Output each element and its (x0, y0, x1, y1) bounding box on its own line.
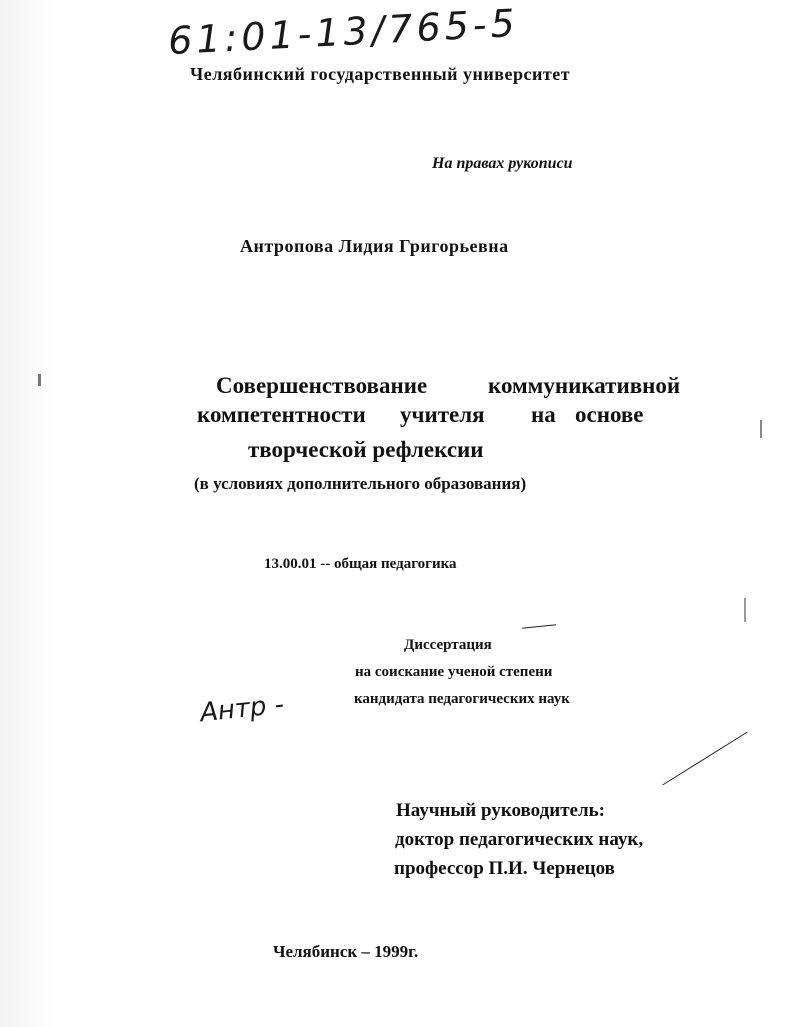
scan-speck (760, 420, 762, 438)
pen-stroke-diagonal (662, 732, 747, 786)
university-name: Челябинский государственный университет (190, 64, 571, 84)
scan-shadow (0, 0, 58, 1027)
title-line2-word4: основе (575, 402, 644, 427)
manuscript-rights: На правах рукописи (432, 155, 573, 172)
pen-stroke-top (522, 624, 556, 629)
place-and-year: Челябинск – 1999г. (273, 942, 419, 961)
supervisor-line3: профессор П.И. Чернецов (394, 858, 615, 879)
supervisor-line2: доктор педагогических наук, (395, 829, 644, 850)
author-signature: Антр - (198, 689, 286, 729)
scan-speck (38, 374, 41, 386)
author-name: Антропова Лидия Григорьевна (240, 236, 509, 256)
title-line2-word1: компетентности (197, 402, 366, 427)
specialty-code: 13.00.01 -- общая педагогика (264, 556, 457, 572)
title-line1-word2: коммуникативной (488, 373, 681, 398)
supervisor-line1: Научный руководитель: (396, 800, 605, 821)
title-subtitle: (в условиях дополнительного образования) (194, 474, 527, 493)
title-line2-word2: учителя (400, 402, 485, 427)
title-line2-word3: на (531, 402, 556, 427)
scan-speck (744, 598, 746, 622)
title-line1-word1: Совершенствование (216, 373, 428, 398)
archive-code: 61:01-13/765-5 (167, 0, 520, 64)
degree-line3: кандидата педагогических наук (354, 691, 570, 707)
degree-line1: Диссертация (404, 637, 492, 653)
degree-line2: на соискание ученой степени (355, 664, 553, 680)
title-line3: творческой рефлексии (248, 437, 484, 462)
